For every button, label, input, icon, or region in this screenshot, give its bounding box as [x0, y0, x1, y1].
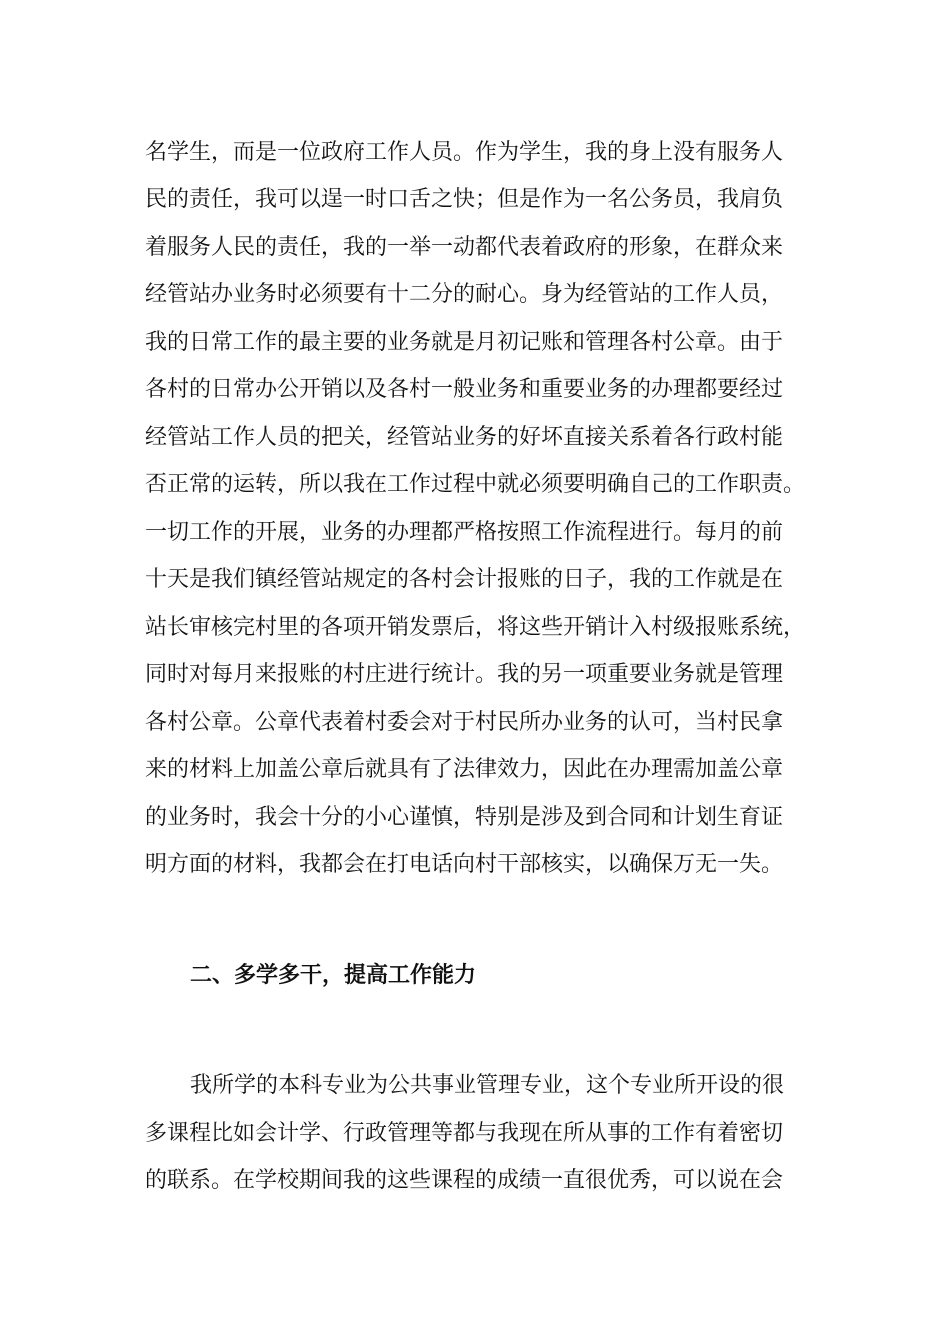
paragraph-2-line-3: 的联系。在学校期间我的这些课程的成绩一直很优秀，可以说在会	[145, 1168, 784, 1193]
paragraph-1-line-11: 站长审核完村里的各项开销发票后，将这些开销计入村级报账系统，	[145, 615, 806, 640]
paragraph-2-line-2: 多课程比如会计学、行政管理等都与我现在所从事的工作有着密切	[145, 1121, 784, 1146]
paragraph-1-line-13: 各村公章。公章代表着村委会对于村民所办业务的认可，当村民拿	[145, 710, 784, 735]
paragraph-1-line-10: 十天是我们镇经管站规定的各村会计报账的日子，我的工作就是在	[145, 567, 784, 592]
paragraph-1-line-8: 否正常的运转，所以我在工作过程中就必须要明确自己的工作职责。	[145, 472, 806, 497]
paragraph-1-line-9: 一切工作的开展，业务的办理都严格按照工作流程进行。每月的前	[145, 520, 784, 545]
paragraph-1-line-14: 来的材料上加盖公章后就具有了法律效力，因此在办理需加盖公章	[145, 757, 784, 782]
paragraph-1-line-1: 名学生，而是一位政府工作人员。作为学生，我的身上没有服务人	[145, 140, 784, 165]
paragraph-1-line-12: 同时对每月来报账的村庄进行统计。我的另一项重要业务就是管理	[145, 662, 784, 687]
paragraph-1-line-15: 的业务时，我会十分的小心谨慎，特别是涉及到合同和计划生育证	[145, 805, 784, 830]
paragraph-1-line-2: 民的责任，我可以逞一时口舌之快；但是作为一名公务员，我肩负	[145, 187, 784, 212]
paragraph-1-line-7: 经管站工作人员的把关，经管站业务的好坏直接关系着各行政村能	[145, 425, 784, 450]
paragraph-1-line-16: 明方面的材料，我都会在打电话向村干部核实，以确保万无一失。	[145, 852, 784, 877]
section-heading: 二、多学多干，提高工作能力	[190, 963, 477, 988]
paragraph-1-line-3: 着服务人民的责任，我的一举一动都代表着政府的形象，在群众来	[145, 235, 784, 260]
paragraph-1-line-4: 经管站办业务时必须要有十二分的耐心。身为经管站的工作人员，	[145, 282, 784, 307]
paragraph-1-line-5: 我的日常工作的最主要的业务就是月初记账和管理各村公章。由于	[145, 330, 784, 355]
paragraph-2-line-1: 我所学的本科专业为公共事业管理专业，这个专业所开设的很	[190, 1073, 785, 1098]
paragraph-1-line-6: 各村的日常办公开销以及各村一般业务和重要业务的办理都要经过	[145, 377, 784, 402]
